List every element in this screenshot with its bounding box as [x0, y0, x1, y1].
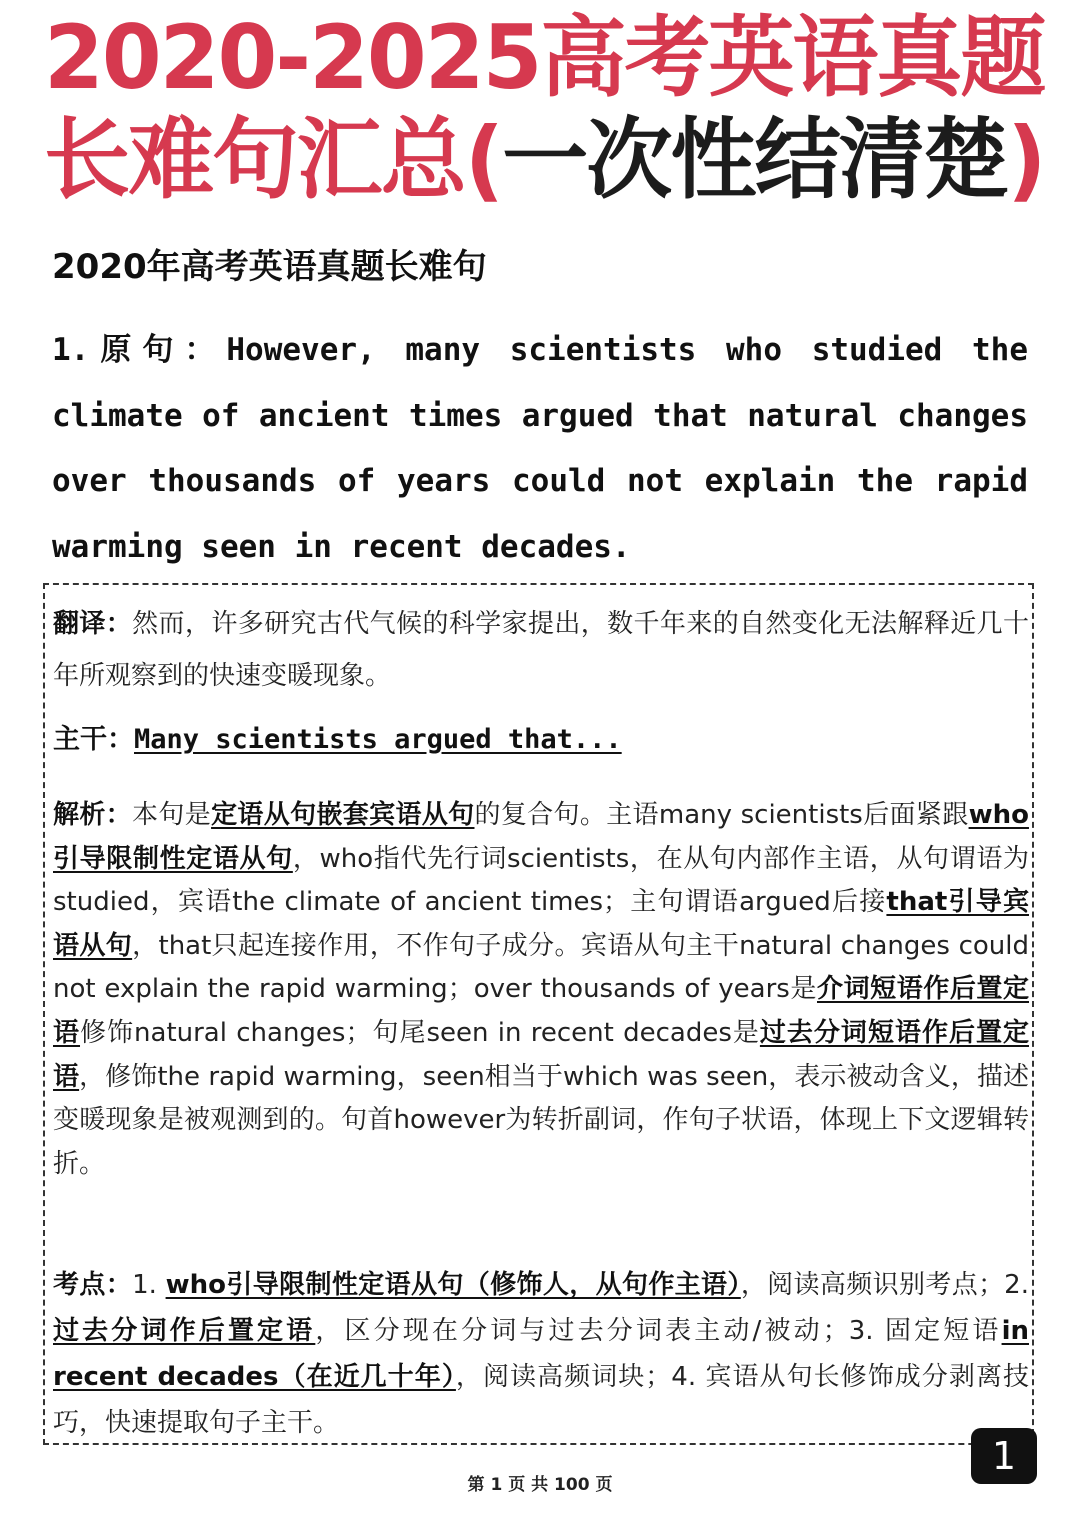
key-points-paragraph — [53, 1262, 1029, 1446]
title-red-part: 长难句汇总( — [44, 108, 503, 211]
title-dark-part: 一次性结清楚 — [502, 108, 1008, 211]
key-points-highlight-3: in recent decades（在近几十年） — [53, 1316, 1029, 1392]
analysis-paragraph — [53, 794, 1029, 1186]
original-prefix: 1.原句： — [52, 332, 227, 368]
analysis-text-1: 本句是 — [132, 800, 212, 830]
main-clause-text: Many scientists argued that... — [134, 724, 622, 755]
translation-paragraph — [53, 598, 1029, 702]
key-points-label: 考点： — [53, 1270, 133, 1300]
analysis-highlight-5: 过去分词短语作后置定语 — [53, 1017, 1029, 1092]
key-points-highlight-2: 过去分词作后置定语 — [53, 1316, 316, 1346]
section-heading: 2020年高考英语真题长难句 — [52, 247, 487, 287]
document-title-line-1: 2020-2025高考英语真题 — [44, 6, 1045, 109]
key-points-text-3: ，阅读高频词块；4. 宾语从句长修饰成分剥离技巧，快速提取句子主干。 — [53, 1362, 1029, 1438]
page-footer: 第 1 页 共 100 页 — [467, 1475, 613, 1495]
main-clause-label: 主干： — [53, 724, 134, 755]
analysis-text-2: 的复合句。主语many scientists后面紧跟 — [474, 800, 969, 830]
analysis-text-3: ，who指代先行词scientists，在从句内部作主语，从句谓语为studied，宾语the climate of ancient times；主句谓语argued后接 — [53, 843, 1029, 918]
analysis-label: 解析： — [53, 800, 133, 830]
key-points-text-2: ，区分现在分词与过去分词表主动/被动；3. 固定短语 — [315, 1316, 1002, 1346]
analysis-text-4: ，that只起连接作用，不作句子成分。宾语从句主干natural changes could not explain the rapid warming；over thousands of years是 — [53, 930, 1029, 1005]
key-points-text-1: ，阅读高频识别考点；2. — [740, 1270, 1029, 1300]
analysis-highlight-3: that引导宾语从句 — [53, 887, 1029, 961]
original-sentence — [52, 318, 1028, 580]
key-points-highlight-1: who引导限制性定语从句（修饰人，从句作主语） — [165, 1270, 741, 1300]
page-number-badge: 1 — [971, 1428, 1037, 1484]
analysis-highlight-1: 定语从句嵌套宾语从句 — [211, 800, 475, 830]
translation-text: 然而，许多研究古代气候的科学家提出，数千年来的自然变化无法解释近几十年所观察到的快速变暖现象。 — [53, 609, 1029, 691]
analysis-highlight-4: 介词短语作后置定语 — [53, 974, 1029, 1048]
main-clause-paragraph — [53, 718, 1029, 762]
original-text: However, many scientists who studied the climate of ancient times argued that natural changes over thousands of years could not explain the rapid warming seen in recent decades. — [52, 332, 1029, 565]
title-close-paren: ) — [1007, 108, 1045, 211]
analysis-highlight-2: who引导限制性定语从句 — [53, 800, 1029, 874]
translation-label: 翻译： — [53, 609, 133, 639]
analysis-text-6: ，修饰the rapid warming，seen相当于which was seen，表示被动含义，描述变暖现象是被观测到的。句首however为转折副词，作句子状语，体现上下文逻辑转折。 — [53, 1061, 1029, 1179]
key-points-text-0: 1. — [132, 1270, 166, 1300]
document-title-line-2 — [44, 108, 1045, 211]
analysis-text-5: 修饰natural changes；句尾seen in recent decades是 — [80, 1017, 760, 1048]
